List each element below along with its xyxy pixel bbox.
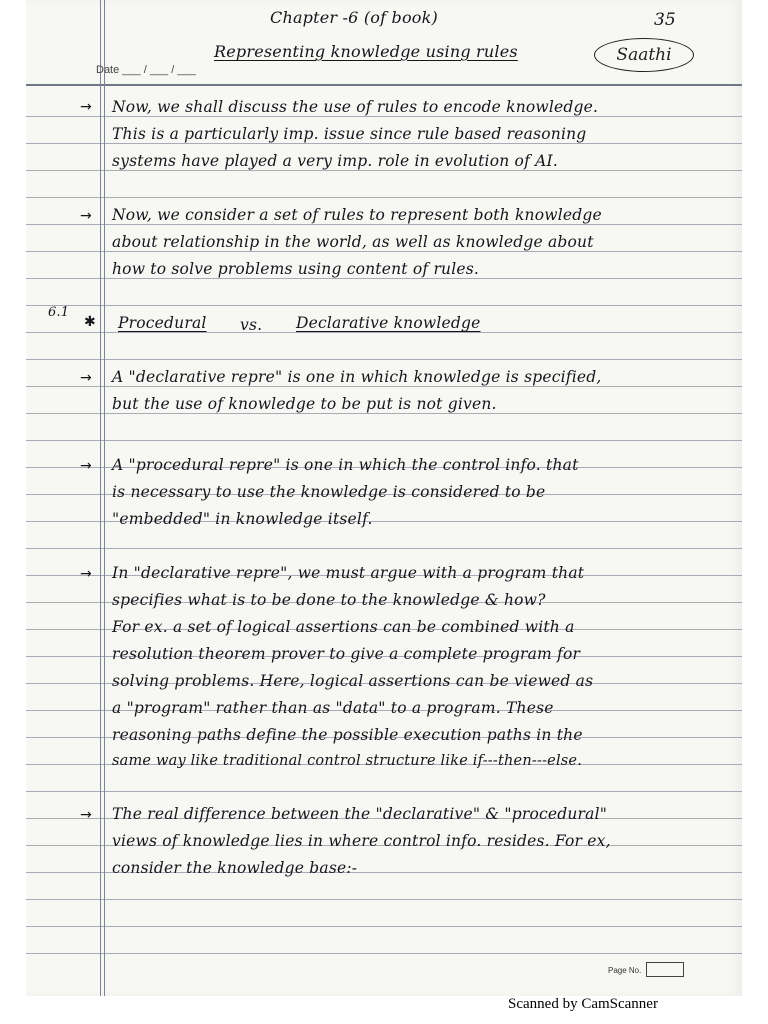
arrow-bullet-icon: → (80, 208, 92, 224)
note-line: consider the knowledge base:- (112, 859, 358, 877)
arrow-bullet-icon: → (80, 566, 92, 582)
page-number: 35 (654, 10, 676, 30)
ruled-line (26, 143, 742, 144)
note-line: solving problems. Here, logical assertions can be viewed as (112, 672, 594, 690)
ruled-line (26, 305, 742, 306)
scanner-watermark: Scanned by CamScanner (508, 996, 658, 1012)
ruled-line (26, 386, 742, 387)
note-line: For ex. a set of logical assertions can be combined with a (112, 618, 575, 636)
ruled-line (26, 197, 742, 198)
ruled-line (26, 926, 742, 927)
note-line: systems have played a very imp. role in evolution of AI. (112, 152, 558, 170)
arrow-bullet-icon: → (80, 807, 92, 823)
ruled-line (26, 440, 742, 441)
star-icon: ✱ (84, 314, 96, 330)
note-line: resolution theorem prover to give a complete program for (112, 645, 581, 663)
note-line: In "declarative repre", we must argue with a program that (112, 564, 585, 582)
section-heading-procedural: Procedural (118, 314, 207, 332)
note-line: how to solve problems using content of rules. (112, 260, 480, 278)
note-line: A "declarative repre" is one in which knowledge is specified, (112, 368, 602, 386)
ruled-line (26, 224, 742, 225)
page-no-label: Page No. (608, 966, 642, 975)
note-line: but the use of knowledge to be put is not given. (112, 395, 497, 413)
margin-line (104, 0, 105, 996)
ruled-line (26, 332, 742, 333)
brand-logo: Saathi (594, 38, 694, 72)
note-line: a "program" rather than as "data" to a program. These (112, 699, 554, 717)
note-line: Now, we shall discuss the use of rules to encode knowledge. (112, 98, 599, 116)
topic-title: Representing knowledge using rules (214, 42, 518, 61)
section-heading-declarative: Declarative knowledge (296, 314, 481, 332)
ruled-line (26, 953, 742, 954)
note-line: reasoning paths define the possible execution paths in the (112, 726, 583, 744)
note-line: A "procedural repre" is one in which the control info. that (112, 456, 579, 474)
ruled-line (26, 359, 742, 360)
ruled-line (26, 116, 742, 117)
note-line: about relationship in the world, as well as knowledge about (112, 233, 594, 251)
note-line: specifies what is to be done to the knowledge & how? (112, 591, 546, 609)
arrow-bullet-icon: → (80, 99, 92, 115)
ruled-line (26, 413, 742, 414)
note-line: same way like traditional control structure like if---then---else. (112, 753, 583, 769)
note-line: The real difference between the "declarative" & "procedural" (112, 805, 608, 823)
section-heading-vs: vs. (240, 316, 263, 334)
ruled-line (26, 899, 742, 900)
chapter-title: Chapter -6 (of book) (270, 8, 438, 27)
note-line: is necessary to use the knowledge is considered to be (112, 483, 546, 501)
ruled-line (26, 251, 742, 252)
ruled-line (26, 170, 742, 171)
arrow-bullet-icon: → (80, 370, 92, 386)
ruled-line (26, 278, 742, 279)
notebook-page (26, 0, 742, 996)
ruled-line (26, 548, 742, 549)
note-line: views of knowledge lies in where control info. resides. For ex, (112, 832, 611, 850)
section-number: 6.1 (48, 305, 70, 320)
note-line: This is a particularly imp. issue since rule based reasoning (112, 125, 587, 143)
arrow-bullet-icon: → (80, 458, 92, 474)
margin-line (100, 0, 101, 996)
header-rule (26, 84, 742, 86)
note-line: Now, we consider a set of rules to represent both knowledge (112, 206, 602, 224)
note-line: "embedded" in knowledge itself. (112, 510, 373, 528)
ruled-line (26, 791, 742, 792)
page-no-box (646, 962, 684, 977)
date-field-label: Date ___ / ___ / ___ (96, 64, 196, 76)
